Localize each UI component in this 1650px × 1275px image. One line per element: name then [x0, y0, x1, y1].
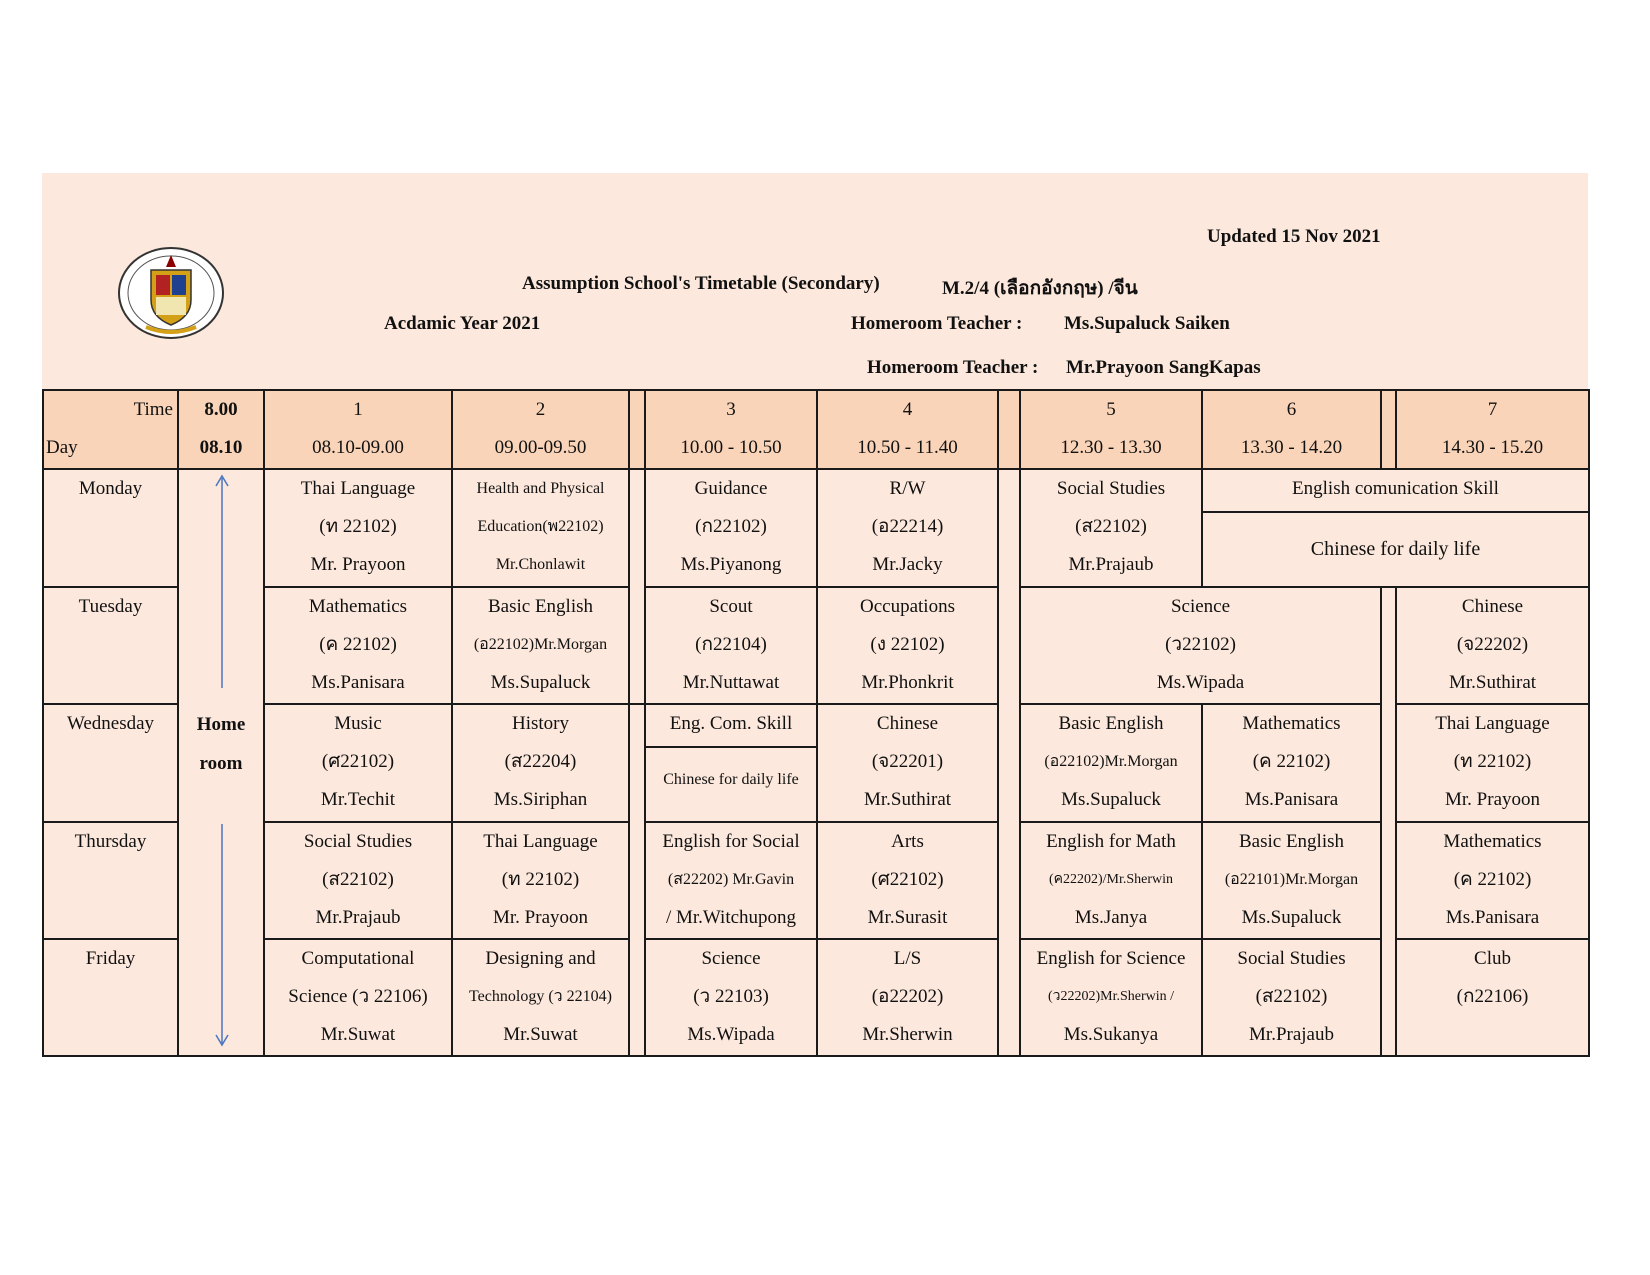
- teacher: Mr.Sherwin: [862, 1023, 953, 1045]
- class-cell: [817, 704, 998, 821]
- day-cell: Friday: [43, 939, 178, 1056]
- class-cell: [645, 587, 817, 704]
- subject: Thai Language: [300, 477, 416, 499]
- subject: Thai Language: [483, 830, 598, 852]
- subject-option: English comunication Skill: [1203, 470, 1588, 513]
- teacher: Ms.Sukanya: [1063, 1023, 1159, 1045]
- period-1-header: [264, 390, 452, 469]
- class-cell: [645, 469, 817, 587]
- subject-code: (ง 22102): [870, 634, 945, 656]
- class-cell: [1020, 587, 1381, 704]
- period-time: 14.30 - 15.20: [1441, 437, 1544, 459]
- teacher: / Mr.Witchupong: [665, 906, 797, 928]
- subject-code: (ส22102): [1255, 985, 1328, 1007]
- homeroom-label: room: [199, 752, 243, 774]
- teacher: Mr.Suthirat: [1448, 672, 1537, 694]
- break-gap: [629, 390, 645, 469]
- teacher: Mr.Prajaub: [315, 906, 401, 928]
- subject-option: Eng. Com. Skill: [646, 705, 816, 748]
- subject-code: (ส22204): [504, 751, 577, 773]
- subject: Occupations: [860, 596, 955, 618]
- lunch-gap: [998, 469, 1020, 1056]
- timetable-title: Assumption School's Timetable (Secondary): [522, 273, 880, 294]
- subject-code: (ศ22102): [321, 751, 395, 773]
- teacher: Mr.Suthirat: [863, 789, 952, 811]
- subject: Social Studies: [303, 830, 413, 852]
- teacher: Mr.Prajaub: [1068, 553, 1154, 575]
- day-cell: Thursday: [43, 822, 178, 939]
- homeroom-teacher-1: Ms.Supaluck Saiken: [1064, 313, 1230, 334]
- period-time: 08.10-09.00: [312, 437, 404, 459]
- period-7-header: [1396, 390, 1589, 469]
- subject: Basic English: [1238, 830, 1345, 852]
- teacher: Mr.Phonkrit: [861, 672, 954, 694]
- subject-code: (ศ22102): [871, 868, 944, 890]
- period-2-header: [452, 390, 629, 469]
- subject: Basic English: [487, 596, 594, 618]
- corner-cell: [43, 390, 178, 469]
- homeroom-column: [178, 469, 264, 1056]
- teacher: Mr.Suwat: [320, 1023, 396, 1045]
- class-cell: [264, 469, 452, 587]
- teacher: Mr.Jacky: [872, 553, 943, 575]
- subject: Club: [1474, 947, 1511, 969]
- subject-code: (ท 22102): [1453, 751, 1532, 773]
- teacher: Ms.Siriphan: [493, 789, 588, 811]
- subject-option: Chinese for daily life: [663, 771, 799, 789]
- thursday-row: [43, 822, 1589, 939]
- subject: Designing and: [485, 947, 596, 969]
- teacher: Ms.Panisara: [311, 672, 405, 694]
- subject: Guidance: [694, 477, 768, 499]
- class-cell: [1020, 469, 1202, 587]
- teacher: Ms.Wipada: [687, 1023, 775, 1045]
- subject-code: (ว22202)Mr.Sherwin /: [1047, 988, 1175, 1004]
- timetable: [42, 389, 1590, 1057]
- subject: R/W: [889, 477, 926, 499]
- class-cell: [452, 469, 629, 587]
- subject: English for Social: [662, 830, 800, 852]
- period-num: 1: [353, 399, 363, 421]
- class-cell: [264, 939, 452, 1056]
- class-cell: [1396, 822, 1589, 939]
- period-num: 3: [726, 399, 736, 421]
- subject-code: (ค 22102): [1453, 868, 1532, 890]
- subject-code: (อ22214): [871, 515, 944, 537]
- period-time: 10.50 - 11.40: [857, 437, 958, 459]
- homeroom-start: 8.00: [204, 399, 238, 421]
- teacher: Ms.Piyanong: [680, 553, 782, 575]
- subject-code: (ก22106): [1456, 985, 1529, 1007]
- subject-code: (ท 22102): [501, 868, 580, 890]
- teacher: Mr.Chonlawit: [495, 555, 586, 573]
- teacher: Mr.Nuttawat: [682, 672, 780, 694]
- class-cell: [1020, 939, 1202, 1056]
- period-time: 10.00 - 10.50: [680, 437, 782, 459]
- subject-code: Science (ว 22106): [288, 985, 428, 1007]
- subject: Science: [1170, 596, 1231, 618]
- subject: Mathematics: [308, 596, 408, 618]
- subject: Mathematics: [1242, 713, 1341, 735]
- class-cell: [1396, 704, 1589, 821]
- subject-code: (ว 22103): [693, 985, 769, 1007]
- period-5-header: [1020, 390, 1202, 469]
- homeroom-label: Home: [196, 713, 246, 735]
- subject: Mathematics: [1443, 830, 1542, 852]
- subject-code: (อ22102)Mr.Morgan: [1044, 753, 1178, 771]
- split-class-cell: [645, 704, 817, 821]
- homeroom-label-2: Homeroom Teacher :: [867, 357, 1039, 378]
- subject: English for Science: [1036, 947, 1186, 969]
- subject: Computational: [301, 947, 415, 969]
- homeroom-end: 08.10: [199, 437, 243, 459]
- subject-code: (ว22102): [1165, 634, 1236, 656]
- break-gap: [1381, 587, 1396, 1056]
- subject-code: (ท 22102): [319, 515, 397, 537]
- teacher: Mr.Suwat: [503, 1023, 578, 1045]
- subject: Science: [701, 947, 761, 969]
- class-cell: [1396, 587, 1589, 704]
- period-num: 2: [535, 399, 546, 421]
- class-cell: [817, 587, 998, 704]
- subject: Social Studies: [1056, 477, 1166, 499]
- teacher: Mr. Prayoon: [1445, 789, 1540, 811]
- wednesday-row: [43, 704, 1589, 821]
- friday-row: [43, 939, 1589, 1056]
- homeroom-time-cell: [178, 390, 264, 469]
- period-time: 12.30 - 13.30: [1060, 437, 1162, 459]
- class-cell: [452, 587, 629, 704]
- class-cell: [1396, 939, 1589, 1056]
- subject: Basic English: [1058, 713, 1164, 735]
- subject-code: Technology (ว 22104): [469, 987, 612, 1005]
- period-time: 09.00-09.50: [494, 437, 587, 459]
- teacher: Mr. Prayoon: [310, 553, 406, 575]
- teacher: Mr.Surasit: [867, 906, 948, 928]
- subject-code: (ส22102): [1075, 515, 1147, 537]
- lunch-gap: [998, 390, 1020, 469]
- period-num: 5: [1106, 399, 1116, 421]
- time-label: Time: [133, 399, 173, 421]
- break-gap: [1381, 390, 1396, 469]
- day-cell: Tuesday: [43, 587, 178, 704]
- class-cell: [452, 939, 629, 1056]
- class-cell: [1020, 704, 1202, 821]
- class-cell: [1202, 704, 1381, 821]
- subject-code: (ก22104): [695, 634, 767, 656]
- break-gap: [629, 469, 645, 704]
- teacher: Mr.Techit: [320, 789, 396, 811]
- subject-code: (ค 22102): [1252, 751, 1331, 773]
- teacher: Ms.Supaluck: [490, 672, 591, 694]
- subject-code: (ค22202)/Mr.Sherwin: [1048, 871, 1174, 887]
- subject-code: (ค 22102): [319, 634, 397, 656]
- period-num: 6: [1286, 399, 1297, 421]
- class-cell: [264, 704, 452, 821]
- subject: Thai Language: [1435, 713, 1550, 735]
- class-cell: [264, 822, 452, 939]
- subject-code: (ส22202) Mr.Gavin: [667, 870, 795, 888]
- subject-code: Education(พ22102): [477, 517, 604, 535]
- teacher: Mr. Prayoon: [493, 906, 588, 928]
- class-cell: [1202, 939, 1381, 1056]
- period-6-header: [1202, 390, 1381, 469]
- subject-code: (อ22202): [871, 985, 944, 1007]
- period-time: 13.30 - 14.20: [1240, 437, 1343, 459]
- subject: L/S: [893, 947, 922, 969]
- subject: Chinese: [1461, 596, 1524, 618]
- subject: Scout: [709, 596, 753, 618]
- subject-code: (จ22201): [871, 751, 944, 773]
- subject: History: [512, 713, 569, 735]
- period-num: 7: [1487, 399, 1498, 421]
- homeroom-teacher-2: Mr.Prayoon SangKapas: [1066, 357, 1261, 378]
- day-cell: Wednesday: [43, 704, 178, 821]
- school-crest-icon: [116, 245, 226, 341]
- teacher: Ms.Panisara: [1244, 789, 1339, 811]
- subject: Chinese: [876, 713, 939, 735]
- subject: Arts: [891, 830, 924, 852]
- period-3-header: [645, 390, 817, 469]
- class-cell: [1202, 822, 1381, 939]
- class-cell: [817, 939, 998, 1056]
- subject: Music: [334, 713, 382, 735]
- teacher: Ms.Supaluck: [1061, 789, 1161, 811]
- class-name: M.2/4 (เลือกอังกฤษ) /จีน: [942, 278, 1138, 299]
- subject-option: Chinese for daily life: [1310, 537, 1481, 560]
- arrow-down-icon: [215, 824, 229, 1049]
- subject: Health and Physical: [476, 479, 605, 497]
- subject: English for Math: [1046, 830, 1176, 852]
- class-cell: [264, 587, 452, 704]
- academic-year: Acdamic Year 2021: [384, 313, 541, 334]
- arrow-up-icon: [215, 474, 229, 689]
- teacher: Ms.Wipada: [1156, 672, 1245, 694]
- tuesday-row: [43, 587, 1589, 704]
- subject-code: (จ22202): [1456, 634, 1529, 656]
- teacher: Mr.Prajaub: [1249, 1023, 1334, 1045]
- teacher: Ms.Supaluck: [1241, 906, 1342, 928]
- monday-row: [43, 469, 1589, 587]
- subject-code: (ก22102): [695, 515, 767, 537]
- class-cell: [452, 704, 629, 821]
- teacher: Ms.Panisara: [1445, 906, 1540, 928]
- updated-date: Updated 15 Nov 2021: [1207, 226, 1381, 247]
- subject: Social Studies: [1237, 947, 1346, 969]
- period-4-header: [817, 390, 998, 469]
- class-cell: [645, 822, 817, 939]
- header-row: [43, 390, 1589, 469]
- subject-code: (อ22101)Mr.Morgan: [1224, 870, 1359, 888]
- period-num: 4: [902, 399, 913, 421]
- day-cell: Monday: [43, 469, 178, 587]
- split-class-cell: [1202, 469, 1589, 587]
- class-cell: [817, 469, 998, 587]
- class-cell: [452, 822, 629, 939]
- subject-code: (อ22102)Mr.Morgan: [473, 636, 608, 654]
- homeroom-label-1: Homeroom Teacher :: [851, 313, 1023, 334]
- break-gap: [629, 704, 645, 1056]
- day-label: Day: [46, 437, 78, 459]
- subject-code: (ส22102): [322, 868, 394, 890]
- class-cell: [645, 939, 817, 1056]
- class-cell: [1020, 822, 1202, 939]
- teacher: Ms.Janya: [1074, 906, 1148, 928]
- class-cell: [817, 822, 998, 939]
